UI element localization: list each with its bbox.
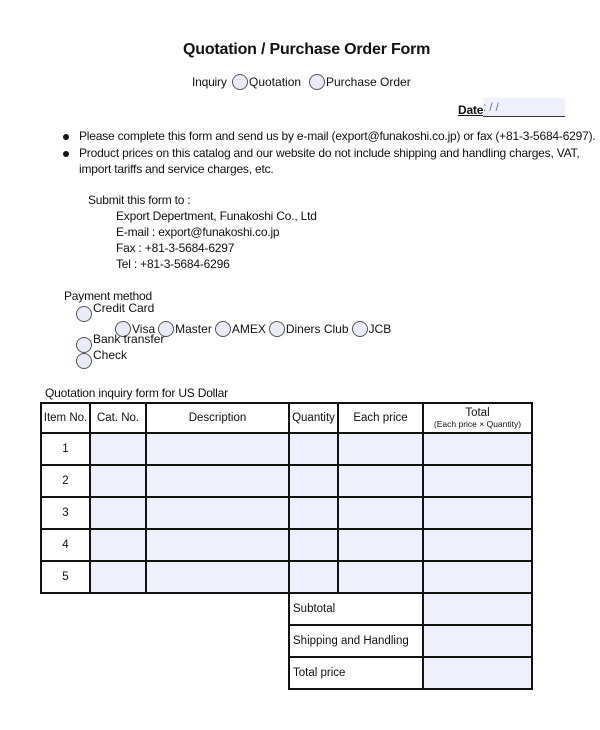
cat-no-cell[interactable] (90, 561, 146, 593)
radio-quotation[interactable] (232, 74, 301, 90)
description-cell[interactable] (146, 529, 289, 561)
radio-diners-club[interactable] (269, 321, 349, 337)
table-row (41, 529, 532, 561)
quantity-cell[interactable] (289, 529, 338, 561)
header-each-price: Each price (338, 403, 423, 433)
radio-label: JCB (368, 322, 392, 336)
radio-check[interactable] (76, 348, 128, 369)
quantity-cell[interactable] (289, 561, 338, 593)
item-no: 2 (41, 465, 90, 497)
radio-label: Bank transfer (93, 332, 165, 346)
item-no: 5 (41, 561, 90, 593)
radio-label: Diners Club (285, 322, 349, 336)
radio-label: Quotation (249, 75, 302, 89)
date-field[interactable]: : / / (483, 98, 565, 117)
quantity-cell[interactable] (289, 465, 338, 497)
cat-no-cell[interactable] (90, 529, 146, 561)
radio-purchase-order[interactable] (309, 74, 411, 90)
order-table (40, 402, 533, 690)
summary-row (41, 625, 532, 657)
header-row (41, 403, 532, 433)
table-row (41, 561, 532, 593)
note-1: Please complete this form and send us by e-mail (export@funakoshi.co.jp) or fax (+81-3-5684-6297). (79, 129, 596, 143)
total-cell[interactable] (423, 561, 532, 593)
header-total-label: Total (465, 407, 490, 419)
cat-no-cell[interactable] (90, 465, 146, 497)
radio-icon (309, 74, 325, 90)
radio-amex[interactable] (215, 321, 266, 337)
summary-value-cell[interactable] (423, 625, 532, 657)
radio-label: Purchase Order (326, 75, 411, 89)
table-row (41, 497, 532, 529)
radio-icon (269, 321, 285, 337)
item-no: 3 (41, 497, 90, 529)
summary-value-cell[interactable] (423, 593, 532, 625)
radio-icon (352, 321, 368, 337)
total-cell[interactable] (423, 465, 532, 497)
description-cell[interactable] (146, 433, 289, 465)
each-price-cell[interactable] (338, 497, 423, 529)
submit-line: E-mail : export@funakoshi.co.jp (116, 225, 280, 239)
date-label: Date (458, 103, 484, 117)
submit-line: Export Depertment, Funakoshi Co., Ltd (116, 209, 317, 223)
description-cell[interactable] (146, 497, 289, 529)
item-no: 1 (41, 433, 90, 465)
each-price-cell[interactable] (338, 433, 423, 465)
note-2: Product prices on this catalog and our website do not include shipping and handling charges, VAT, (79, 146, 580, 160)
radio-label: Visa (132, 322, 156, 336)
summary-label: Total price (289, 657, 423, 689)
spacer (41, 657, 289, 689)
summary-label: Subtotal (289, 593, 423, 625)
each-price-cell[interactable] (338, 561, 423, 593)
radio-icon (232, 74, 248, 90)
table-caption: Quotation inquiry form for US Dollar (45, 386, 228, 400)
radio-jcb[interactable] (352, 321, 392, 337)
radio-master[interactable] (158, 321, 212, 337)
radio-credit-card[interactable] (76, 301, 155, 322)
note-3: import tariffs and service charges, etc. (79, 162, 274, 176)
inquiry-label: Inquiry (192, 75, 227, 89)
radio-label: Credit Card (93, 301, 155, 315)
submit-heading: Submit this form to : (88, 193, 191, 207)
summary-label: Shipping and Handling (289, 625, 423, 657)
radio-icon (76, 337, 92, 353)
table-row (41, 433, 532, 465)
total-cell[interactable] (423, 529, 532, 561)
summary-row (41, 593, 532, 625)
summary-row (41, 657, 532, 689)
bullet-icon (63, 134, 69, 140)
each-price-cell[interactable] (338, 465, 423, 497)
radio-label: Master (175, 322, 212, 336)
header-description: Description (146, 403, 289, 433)
cat-no-cell[interactable] (90, 433, 146, 465)
radio-icon (76, 353, 92, 369)
spacer (41, 625, 289, 657)
total-cell[interactable] (423, 433, 532, 465)
description-cell[interactable] (146, 465, 289, 497)
header-item-no: Item No. (41, 403, 90, 433)
table-row (41, 465, 532, 497)
summary-value-cell[interactable] (423, 657, 532, 689)
quantity-cell[interactable] (289, 497, 338, 529)
payment-heading: Payment method (64, 289, 152, 303)
total-cell[interactable] (423, 497, 532, 529)
description-cell[interactable] (146, 561, 289, 593)
page-title: Quotation / Purchase Order Form (183, 41, 431, 58)
bullet-icon (63, 151, 69, 157)
submit-line: Tel : +81-3-5684-6296 (116, 257, 230, 271)
cat-no-cell[interactable] (90, 497, 146, 529)
radio-icon (76, 306, 92, 322)
radio-icon (215, 321, 231, 337)
header-total (423, 403, 532, 433)
header-quantity: Quantity (289, 403, 338, 433)
item-no: 4 (41, 529, 90, 561)
spacer (41, 593, 289, 625)
radio-label: Check (93, 348, 128, 362)
radio-label: AMEX (231, 322, 266, 336)
header-cat-no: Cat. No. (90, 403, 146, 433)
each-price-cell[interactable] (338, 529, 423, 561)
submit-line: Fax : +81-3-5684-6297 (116, 241, 235, 255)
quantity-cell[interactable] (289, 433, 338, 465)
header-total-sub: (Each price × Quantity) (433, 419, 522, 429)
